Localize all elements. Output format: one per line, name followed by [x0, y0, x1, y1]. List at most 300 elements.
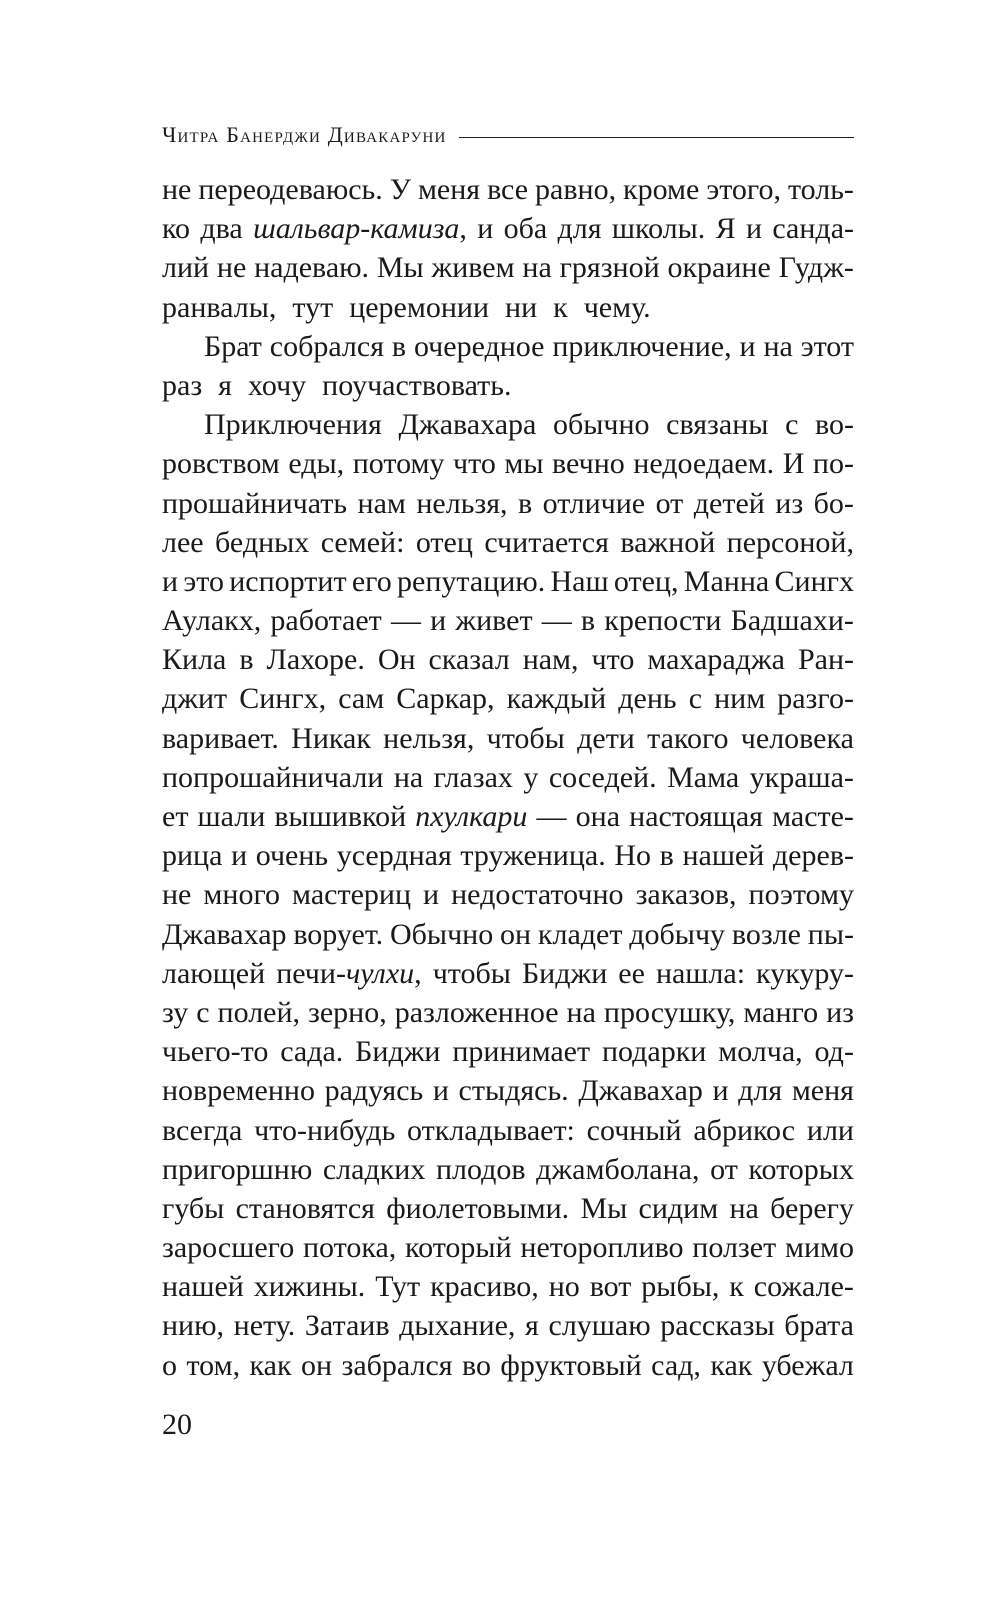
word: новременно [162, 1074, 315, 1108]
word: том, [186, 1348, 241, 1382]
word-group [234, 1306, 296, 1345]
word: вот [589, 1270, 632, 1304]
word-group [553, 288, 576, 327]
word: отец [415, 525, 473, 559]
word: губы [162, 1191, 225, 1225]
word-group [162, 640, 226, 679]
word-group [602, 1032, 706, 1071]
word-group [706, 170, 781, 209]
word-group [741, 719, 854, 758]
word: сидим [638, 1191, 719, 1225]
word-group [487, 719, 565, 758]
word-group [305, 1306, 390, 1345]
word-group [667, 758, 739, 797]
word-group [429, 640, 510, 679]
word-group [710, 1150, 738, 1189]
text-line [162, 640, 854, 679]
word-group [779, 248, 854, 287]
word: лающей [162, 956, 266, 990]
word-group [267, 640, 365, 679]
word: дерев- [772, 839, 854, 873]
word: од- [814, 1035, 854, 1069]
word: и [162, 564, 179, 598]
word-group [455, 601, 532, 640]
word-group [587, 1111, 682, 1150]
word-group [618, 954, 645, 993]
word: в [391, 329, 407, 363]
word-group [391, 601, 421, 640]
word-group [293, 915, 383, 954]
word: Сингх [774, 564, 854, 598]
word: Аулакх, [162, 604, 262, 638]
word-group [639, 1189, 719, 1228]
word-group [434, 758, 513, 797]
word: прошайничать [162, 486, 348, 520]
word: забрался [341, 1348, 453, 1382]
word-group [549, 1306, 651, 1345]
word: поучаствовать. [322, 368, 512, 402]
word: живем [431, 251, 515, 285]
word: поэтому [748, 878, 854, 912]
text-line [162, 1267, 854, 1306]
running-header-title: Читра Банерджи Дивакаруни [162, 122, 447, 147]
italic-word: пхулкари [415, 800, 528, 833]
word: от [710, 1152, 738, 1186]
word-group [551, 562, 609, 601]
word-group [689, 679, 702, 718]
word: ранвалы, [162, 290, 277, 324]
word-group [504, 444, 543, 483]
word: во [462, 1348, 491, 1382]
word: печи- [276, 956, 346, 990]
word-group [162, 758, 383, 797]
word: И [782, 447, 805, 481]
word-group [656, 484, 684, 523]
word: сказал [428, 643, 510, 677]
word-group [390, 170, 411, 209]
italic-word: чулхи [345, 956, 415, 990]
word: Саркар, [396, 682, 495, 716]
text-line [162, 170, 854, 209]
word-group [162, 836, 222, 875]
word-group [162, 1150, 312, 1189]
body-text [162, 170, 854, 1385]
word: слушаю [548, 1309, 651, 1343]
word-group [162, 719, 279, 758]
word: которых [748, 1152, 854, 1186]
word-group [459, 1071, 569, 1110]
word: испортит [229, 564, 347, 598]
word: этого, [706, 173, 781, 206]
word: что [453, 447, 496, 481]
text-line [162, 1189, 854, 1228]
word-group [773, 836, 854, 875]
text-line [162, 1071, 854, 1110]
word-group [567, 993, 596, 1032]
word: на [393, 760, 424, 794]
word-group [397, 562, 545, 601]
word-group [578, 1071, 703, 1110]
word-group [604, 993, 735, 1032]
word-group [647, 719, 728, 758]
word: считается [484, 525, 609, 559]
word: заросшего [162, 1231, 295, 1265]
text-line [162, 1346, 854, 1385]
word-group [612, 209, 705, 248]
word: — [536, 800, 567, 833]
word: принимает [452, 1035, 591, 1069]
word-group [614, 562, 679, 601]
word: нию, [162, 1309, 225, 1343]
word: к [729, 1270, 744, 1304]
word-group [636, 875, 737, 914]
word-group [291, 719, 371, 758]
word: важной [620, 525, 716, 559]
word-group [418, 170, 480, 209]
word: по- [812, 447, 854, 481]
word-group [660, 1306, 774, 1345]
text-line [162, 915, 854, 954]
word-group [280, 1032, 343, 1071]
word: и [430, 604, 447, 638]
word: приключение, [552, 329, 732, 363]
word: с [785, 408, 799, 442]
word: рица [162, 839, 223, 873]
word-group [292, 288, 341, 327]
word-group [390, 915, 493, 954]
word: мы [504, 447, 544, 481]
word: детей [693, 486, 765, 520]
word-group [254, 248, 369, 287]
word-group [552, 444, 625, 483]
word: Биджи [355, 1035, 441, 1069]
word-group [507, 679, 607, 718]
word-group [712, 1071, 728, 1110]
word: , [414, 956, 422, 990]
text-line [162, 836, 854, 875]
word-group [542, 601, 572, 640]
word-group [276, 954, 421, 993]
word-group [553, 405, 650, 444]
word-group [239, 679, 326, 718]
word-group [162, 1267, 244, 1306]
word-group [504, 209, 548, 248]
word-group [620, 523, 715, 562]
word: просушку, [603, 995, 736, 1029]
word-group [772, 797, 854, 836]
word-group [558, 209, 602, 248]
word-group [788, 170, 854, 209]
word: вышивкой [274, 800, 407, 833]
word-group [392, 327, 406, 366]
word: джит [162, 682, 228, 716]
word: от [655, 486, 684, 520]
word: связаны [666, 408, 769, 442]
word-group [433, 1071, 449, 1110]
word: очередное [413, 329, 545, 363]
word-group [775, 562, 854, 601]
word-group [730, 1189, 759, 1228]
word: Гудж- [778, 251, 854, 285]
word: школы. [611, 212, 706, 246]
word-group [375, 1267, 420, 1306]
word-group [162, 1111, 242, 1150]
word-group [162, 679, 227, 718]
text-line [162, 366, 854, 405]
text-line [162, 601, 854, 640]
word: тут [292, 290, 334, 324]
page-number: 20 [162, 1408, 192, 1441]
word: чтобы [486, 721, 565, 755]
word-group [576, 797, 620, 836]
word: такого [647, 721, 729, 755]
word: ворует. [293, 917, 384, 951]
word-group [253, 209, 467, 248]
word-group [229, 562, 346, 601]
word-group [203, 875, 280, 914]
word-group [162, 915, 287, 954]
word-group [523, 758, 538, 797]
word: всегда [162, 1113, 243, 1147]
word: нельзя, [416, 486, 508, 520]
word: лий [162, 251, 210, 285]
word-group [754, 1267, 854, 1306]
word: Тут [375, 1270, 421, 1304]
word-group [814, 484, 854, 523]
word-group [415, 797, 527, 836]
word: фруктовый [500, 1348, 642, 1382]
word-group [383, 719, 474, 758]
word: соседей. [548, 760, 657, 794]
word-group [614, 836, 651, 875]
word: с [196, 995, 210, 1029]
word: кроме [623, 173, 700, 206]
word: Кила [162, 643, 227, 677]
word-group [399, 405, 537, 444]
word-group [815, 1032, 854, 1071]
word-group [353, 444, 445, 483]
word: молча, [718, 1035, 803, 1069]
word-group [183, 562, 224, 601]
word-group [236, 1189, 375, 1228]
word: Но [614, 839, 652, 873]
word-group [629, 797, 763, 836]
word: брата [784, 1309, 854, 1343]
word-group [775, 484, 803, 523]
word-group [430, 601, 446, 640]
word-group [358, 484, 406, 523]
word: и [432, 1074, 449, 1108]
word-group [215, 523, 309, 562]
word: чьего-то [162, 1035, 269, 1069]
word-group [813, 444, 854, 483]
text-line [162, 1111, 854, 1150]
word-group [416, 484, 507, 523]
word: но [548, 1270, 580, 1304]
word-group [274, 797, 406, 836]
word-group [407, 1111, 575, 1150]
word: в [659, 839, 674, 873]
word-group [162, 601, 261, 640]
word: Мама [667, 760, 740, 794]
word: для [738, 1074, 783, 1108]
word-group [301, 1346, 332, 1385]
word: пы- [807, 917, 854, 951]
word: который [405, 1231, 512, 1265]
word-group [801, 327, 854, 366]
word: во- [815, 408, 854, 442]
word-group [785, 1228, 854, 1267]
word: дети [577, 721, 635, 755]
word-group [808, 915, 854, 954]
word-group [162, 993, 188, 1032]
word: не [216, 251, 247, 285]
word-group [792, 1071, 854, 1110]
word-group [581, 601, 595, 640]
word: на [522, 251, 552, 285]
word: репутацию. [397, 564, 546, 598]
word-group [162, 366, 210, 405]
word: дыхание, [399, 1309, 516, 1343]
word: надеваю. [254, 251, 370, 285]
word-group [749, 875, 854, 914]
text-line [162, 288, 854, 327]
word: украша- [749, 760, 854, 794]
word-group [162, 209, 190, 248]
word: как [710, 1348, 753, 1382]
word: разложенное [394, 995, 559, 1029]
word: труженица. [460, 839, 606, 873]
word-group [196, 993, 209, 1032]
text-line [162, 1150, 854, 1189]
word: Мы [376, 251, 424, 285]
word: еды, [288, 447, 345, 481]
word: нету. [233, 1309, 296, 1343]
word: не [162, 173, 192, 206]
text-line [162, 248, 854, 287]
word-group [451, 875, 623, 914]
word-group [394, 758, 423, 797]
word-group [254, 1267, 366, 1306]
word-group [325, 1071, 424, 1110]
word-group [763, 327, 792, 366]
word-group [667, 248, 770, 287]
word-group [386, 1189, 569, 1228]
word-group [826, 993, 854, 1032]
word: что-нибудь [254, 1113, 396, 1147]
word-group [505, 288, 545, 327]
text-line [162, 679, 854, 718]
word-group [349, 288, 497, 327]
word: неторопливо [520, 1231, 684, 1265]
word: отличие [542, 486, 646, 520]
word-group [618, 679, 676, 718]
word: , [459, 212, 467, 246]
word: Биджи [521, 956, 608, 990]
word: этот [800, 329, 854, 363]
word: я [525, 1309, 539, 1343]
word-group [399, 1306, 515, 1345]
word-group [186, 1346, 240, 1385]
word: равно, [535, 173, 617, 206]
word: бо- [813, 486, 854, 520]
word: на [729, 1191, 759, 1225]
word: полей, [217, 995, 301, 1029]
word: все [487, 173, 529, 206]
word-group [162, 170, 191, 209]
word: сожале- [753, 1270, 854, 1304]
word: меня [417, 173, 481, 206]
word-group [777, 679, 854, 718]
text-line [162, 993, 854, 1032]
text-line [162, 405, 854, 444]
word-group [740, 327, 756, 366]
text-line [162, 444, 854, 483]
word-group [204, 327, 262, 366]
word-group [416, 523, 473, 562]
word: раз [162, 368, 203, 402]
word-group [727, 523, 854, 562]
word-group [520, 1228, 683, 1267]
word-group [433, 954, 511, 993]
word: бедных [215, 525, 310, 559]
text-line [162, 562, 854, 601]
word: сладких [322, 1152, 426, 1186]
word-group [162, 875, 191, 914]
word: ним [714, 682, 766, 716]
word: из [826, 995, 854, 1029]
word: Мы [580, 1191, 628, 1225]
word-group [522, 248, 551, 287]
word: добычу [629, 917, 726, 951]
word-group [254, 1111, 395, 1150]
word-group [250, 1346, 292, 1385]
word-group [462, 1346, 491, 1385]
word-group [162, 1306, 224, 1345]
word: Я [715, 212, 736, 246]
word-group [762, 1346, 854, 1385]
word: кукуру- [756, 956, 854, 990]
word: зерно, [308, 995, 387, 1029]
word: это [183, 564, 224, 598]
word: шали [197, 800, 266, 833]
word-group [292, 875, 411, 914]
word-group [162, 1071, 315, 1110]
word: ни [505, 290, 538, 324]
word-group [239, 640, 253, 679]
header-rule [459, 137, 854, 138]
word: — [390, 604, 421, 638]
word-group [731, 601, 854, 640]
word-group [162, 484, 347, 523]
word-group [308, 993, 387, 1032]
word: нашей [162, 1270, 244, 1304]
word: сочный [586, 1113, 682, 1147]
word-group [395, 993, 559, 1032]
word-group [633, 444, 774, 483]
word: он [300, 1348, 333, 1382]
word-group [162, 523, 204, 562]
word-group [750, 758, 854, 797]
word: зу [162, 995, 189, 1029]
word: Брат [204, 329, 262, 363]
word: подарки [601, 1035, 707, 1069]
word-group [694, 484, 765, 523]
word: становятся [235, 1191, 375, 1225]
word-group [198, 797, 266, 836]
word: мастериц [292, 878, 411, 912]
word: сам [338, 682, 385, 716]
